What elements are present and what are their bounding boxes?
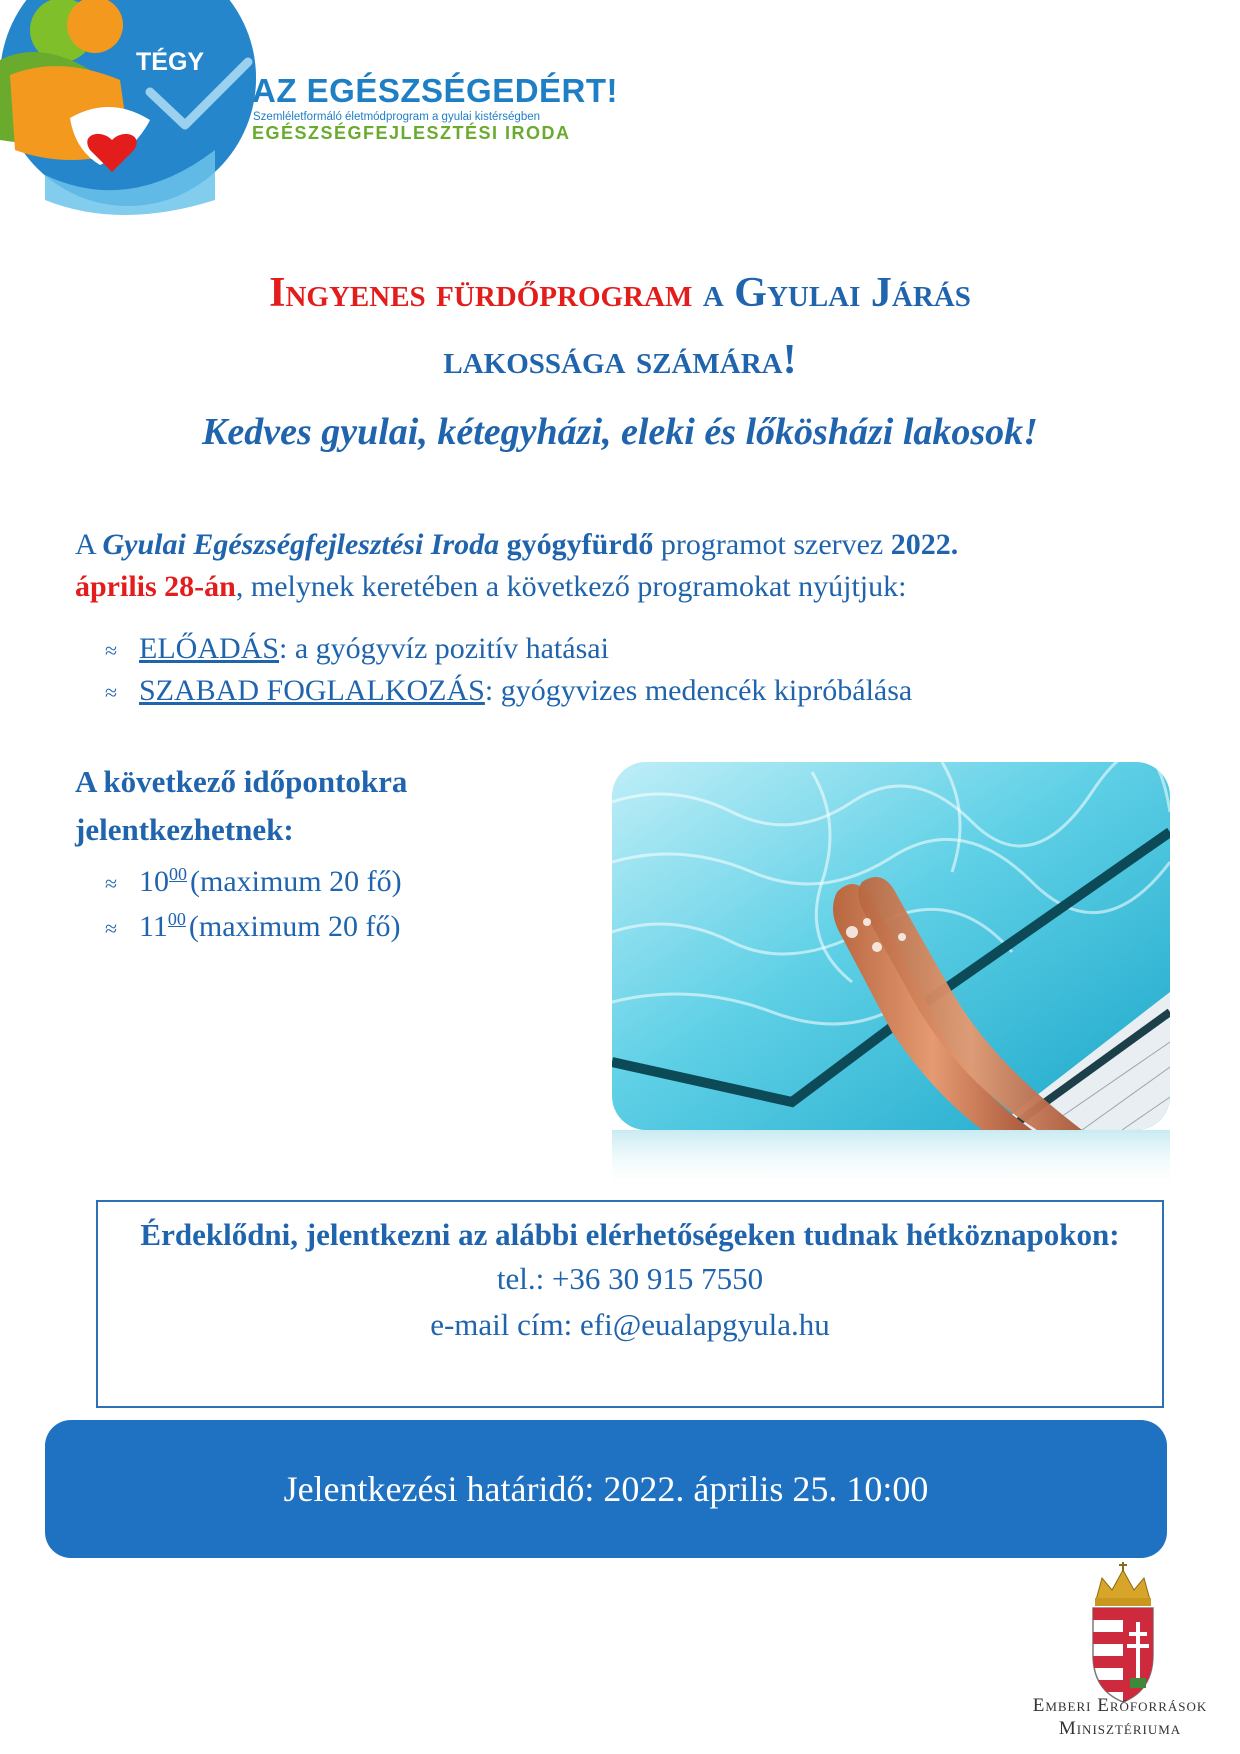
- program-name: ELŐADÁS: [139, 632, 279, 665]
- pool-legs-image: [612, 762, 1170, 1130]
- approx-bullet-icon: ≈: [105, 916, 118, 941]
- page-title-line-1: [60, 268, 1180, 318]
- program-item: [105, 628, 609, 672]
- contact-heading: Érdeklődni, jelentkezni az alábbi elérhetőségeken tudnak hétköznapokon:: [140, 1217, 1120, 1252]
- slot-note: (maximum 20 fő): [190, 865, 402, 898]
- slot-minute: 00: [167, 909, 186, 929]
- approx-bullet-icon: ≈: [105, 871, 118, 896]
- pool-photo: [612, 762, 1170, 1130]
- slot-hour: 11: [139, 910, 168, 943]
- approx-bullet-icon: ≈: [105, 680, 118, 705]
- logo-brand-text: AZ EGÉSZSÉGEDÉRT!: [252, 72, 619, 109]
- deadline-banner: Jelentkezési határidő: 2022. április 25. 10:00: [45, 1420, 1167, 1558]
- tegy-logo: [0, 0, 619, 215]
- coat-of-arms-graphic: [1068, 1560, 1178, 1710]
- ministry-line-1: Emberi Erőforrások: [1032, 1695, 1208, 1716]
- times-heading: A következő időpontokra jelentkezhetnek:: [75, 764, 408, 847]
- time-slot: [105, 898, 401, 950]
- intro-kind: gyógyfürdő: [506, 528, 654, 561]
- slot-hour: 10: [139, 865, 169, 898]
- intro-year: 2022.: [890, 528, 959, 561]
- ministry-name: [1000, 1694, 1240, 1740]
- page-title-line-2: lakossága számára!: [443, 337, 797, 383]
- program-desc: : gyógyvizes medencék kipróbálása: [484, 674, 913, 707]
- intro-gap: [499, 528, 507, 561]
- reflection-gradient: [612, 1130, 1170, 1190]
- logo-tagline: Szemléletformáló életmódprogram a gyulai kistérségben: [253, 111, 541, 123]
- logo-subtitle: EGÉSZSÉGFEJLESZTÉSI IRODA: [252, 123, 571, 143]
- ministry-line-2: Minisztériuma: [1058, 1718, 1182, 1739]
- pool-photo-reflection: [612, 1130, 1170, 1190]
- intro-date: április 28-án: [75, 570, 236, 603]
- intro-rest: , melynek keretében a következő programokat nyújtjuk:: [235, 570, 907, 603]
- program-name: SZABAD FOGLALKOZÁS: [139, 674, 485, 707]
- contact-email[interactable]: e-mail cím: efi@eualapgyula.hu: [430, 1307, 830, 1342]
- title-red-part: Ingyenes fürdőprogram: [269, 270, 693, 316]
- greeting: Kedves gyulai, kétegyházi, eleki és lőkösházi lakosok!: [202, 411, 1038, 453]
- program-item: [105, 670, 912, 714]
- program-desc: : a gyógyvíz pozitív hatásai: [279, 632, 609, 665]
- intro-a: A: [75, 528, 103, 561]
- intro-org: Gyulai Egészségfejlesztési Iroda: [102, 528, 500, 561]
- approx-bullet-icon: ≈: [105, 638, 118, 663]
- intro-mid: programot szervez: [653, 528, 891, 561]
- hungarian-coat-of-arms-icon: [1068, 1560, 1178, 1710]
- slot-minute: 00: [169, 864, 187, 884]
- contact-box: [96, 1200, 1164, 1408]
- logo-tegy-text: TÉGY: [136, 48, 205, 76]
- intro-paragraph: [75, 524, 1165, 608]
- contact-phone[interactable]: tel.: +36 30 915 7550: [496, 1261, 764, 1296]
- title-blue-part: a Gyulai Járás: [692, 270, 971, 316]
- slot-note: (maximum 20 fő): [188, 910, 401, 943]
